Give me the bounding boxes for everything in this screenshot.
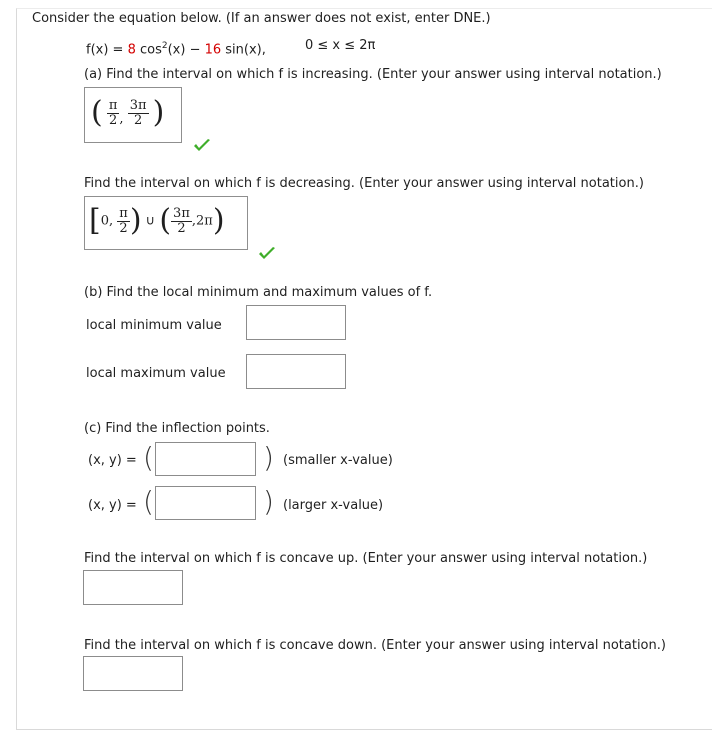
close-paren: ): [212, 203, 225, 238]
open-paren: (: [143, 485, 154, 518]
open-paren: (: [143, 441, 154, 474]
question-increasing: (a) Find the interval on which f is increasing. (Enter your answer using interval notation.): [84, 67, 662, 82]
increasing-interval: [91, 96, 164, 130]
inflection-larger-input[interactable]: [155, 486, 256, 520]
denominator: 2: [108, 112, 118, 128]
exponent: 2: [161, 41, 168, 51]
question-b: (b) Find the local minimum and maximum values of f.: [84, 285, 433, 300]
fraction-3pi-over-2: [171, 207, 192, 236]
local-min-label: local minimum value: [86, 318, 222, 333]
close-paren: ): [263, 441, 274, 474]
concave-down-input[interactable]: [83, 656, 183, 691]
check-icon: [258, 247, 276, 261]
numerator: 3π: [173, 205, 190, 221]
check-icon: [193, 139, 211, 153]
equation-term2: sin(x),: [221, 42, 266, 58]
denominator: 2: [119, 220, 128, 236]
denominator: 2: [177, 220, 186, 236]
smaller-x-label: (smaller x-value): [283, 453, 393, 468]
close-paren: ): [129, 203, 142, 238]
fraction-pi-over-2: [107, 99, 120, 128]
concave-up-input[interactable]: [83, 570, 183, 605]
question-decreasing: Find the interval on which f is decreasing. (Enter your answer using interval notation.): [84, 176, 644, 191]
decreasing-interval: [89, 204, 225, 238]
equation-domain: 0 ≤ x ≤ 2π: [305, 38, 376, 53]
close-paren: ): [263, 485, 274, 518]
intro-text: Consider the equation below. (If an answer does not exist, enter DNE.): [32, 11, 491, 26]
larger-x-label: (larger x-value): [283, 498, 384, 513]
open-paren: (: [159, 203, 172, 238]
increasing-answer-box[interactable]: [84, 87, 182, 143]
close-paren: ): [152, 95, 165, 130]
comma: ,: [119, 111, 124, 127]
coefficient-2: 16: [204, 42, 222, 58]
local-min-input[interactable]: [246, 305, 346, 340]
question-concave-down: Find the interval on which f is concave down. (Enter your answer using interval notation.): [84, 638, 666, 653]
equation: [86, 38, 266, 58]
decreasing-answer-box[interactable]: [84, 196, 248, 250]
inflection-smaller-input[interactable]: [155, 442, 256, 476]
equation-term1b: (x) −: [167, 42, 205, 58]
open-paren: (: [91, 95, 103, 130]
denominator: 2: [133, 112, 143, 128]
fraction-pi-over-2: [117, 207, 130, 236]
union-symbol: ∪: [145, 213, 156, 229]
numerator: π: [108, 97, 118, 113]
equation-lhs: f(x) =: [86, 42, 128, 58]
local-max-label: local maximum value: [86, 366, 226, 381]
zero: 0,: [100, 213, 114, 229]
open-bracket: [: [89, 203, 101, 238]
xy-label-2: (x, y) =: [88, 498, 137, 513]
numerator: 3π: [129, 97, 147, 113]
two-pi: ,2π: [191, 213, 213, 229]
local-max-input[interactable]: [246, 354, 346, 389]
fraction-3pi-over-2: [128, 99, 149, 128]
equation-term1: cos: [135, 42, 162, 58]
xy-label-1: (x, y) =: [88, 453, 137, 468]
numerator: π: [119, 205, 128, 221]
coefficient-1: 8: [127, 42, 136, 58]
question-c: (c) Find the inflection points.: [84, 421, 270, 436]
question-concave-up: Find the interval on which f is concave up. (Enter your answer using interval notation.): [84, 551, 648, 566]
